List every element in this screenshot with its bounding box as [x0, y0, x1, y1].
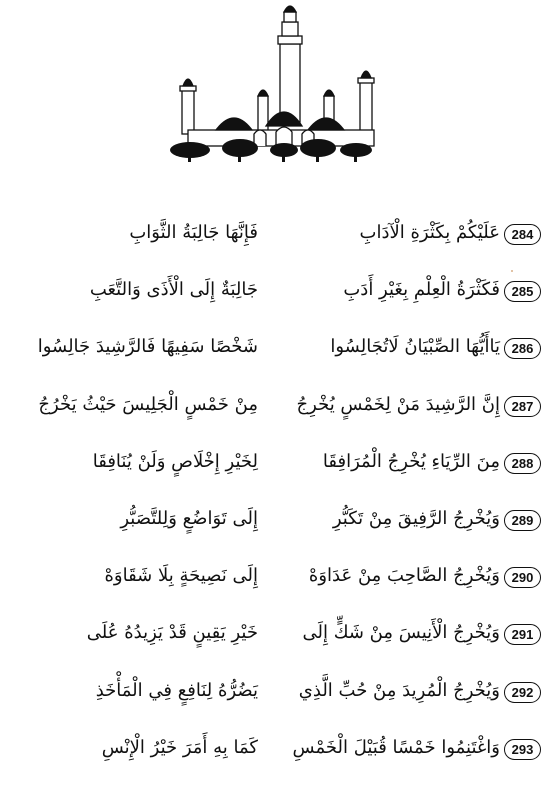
verse-first-hemistich: فَكَثْرَةُ الْعِلْمِ بِغَيْرِ أَدَبِ [343, 279, 500, 301]
verse-row [0, 385, 551, 442]
verse-first-hemistich: يَاأَيُّهَا الصِّبْيَانُ لَاتُجَالِسُوا [330, 336, 500, 358]
verse-row [0, 728, 551, 785]
verse-row [0, 442, 551, 499]
verse-second-hemistich: فَإِنَّهَا جَالِبَةُ الثَّوَابِ [129, 222, 258, 243]
verse-first-hemistich: عَلَيْكُمْ بِكَثْرَةِ الْآدَابِ [359, 222, 500, 243]
verse-second-hemistich: شَخْصًا سَفِيهًا فَالرَّشِيدَ جَالِسُوا [37, 336, 258, 358]
verse-second-hemistich: خَيْرِ يَقِينٍ قَدْ يَزِيدُهُ عُلَى [86, 622, 258, 644]
verse-number-badge: 287 [504, 396, 541, 417]
verse-number-badge: 288 [504, 453, 541, 474]
verse-number-badge: 292 [504, 682, 541, 703]
verse-number-badge: 291 [504, 624, 541, 645]
verse-second-hemistich: مِنْ خَمْسٍ الْجَلِيسَ حَيْثُ يَخْرُجُ [38, 393, 258, 415]
verse-number-badge: 284 [504, 224, 541, 245]
verse-row [0, 556, 551, 613]
mosque-illustration [168, 2, 382, 164]
verse-first-hemistich: وَيُخْرِجُ الْمُرِيدَ مِنْ حُبِّ الَّذِي [298, 679, 500, 701]
verse-first-hemistich: إِنَّ الرَّشِيدَ مَنْ لِخَمْسٍ يُخْرِجُ [296, 393, 500, 415]
verse-row [0, 613, 551, 670]
verse-number-badge: 290 [504, 567, 541, 588]
verse-second-hemistich: إِلَى نَصِيحَةٍ بِلَا شَقَاوَهْ [104, 565, 258, 587]
verse-second-hemistich: يَضُرُّهُ لِنَافِعٍ فِي الْمَأْخَذِ [95, 679, 258, 701]
verse-row [0, 499, 551, 556]
verse-number-badge: 285 [504, 281, 541, 302]
verse-row [0, 671, 551, 728]
verse-first-hemistich: وَيُخْرِجُ الصَّاحِبَ مِنْ عَدَاوَهْ [308, 565, 500, 587]
verse-number-badge: 289 [504, 510, 541, 531]
verse-row [0, 213, 551, 270]
verse-first-hemistich: وَاغْتَنِمُوا خَمْسًا قُبَيْلَ الْخَمْسِ [292, 736, 500, 758]
verse-first-hemistich: مِنَ الرِّيَاءِ يُخْرِجُ الْمُرَافِقَا [322, 450, 500, 472]
verse-second-hemistich: إِلَى تَوَاضُعٍ وَلِلتَّصَبُّرِ [120, 507, 258, 529]
verse-first-hemistich: وَيُخْرِجُ الرَّفِيقَ مِنْ تَكَبُّرِ [332, 507, 500, 529]
verse-first-hemistich: وَيُخْرِجُ الْأَنِيسَ مِنْ شَكٍّ إِلَى [302, 622, 500, 644]
verse-number-badge: 286 [504, 338, 541, 359]
verse-second-hemistich: جَالِبَةٌ إِلَى الْأَذَى وَالتَّعَبِ [89, 279, 258, 301]
verse-row [0, 270, 551, 327]
verse-second-hemistich: كَمَا بِهِ أَمَرَ خَيْرُ الْإِنْسِ [101, 736, 258, 758]
verse-list [0, 213, 551, 785]
verse-number-badge: 293 [504, 739, 541, 760]
verse-row [0, 327, 551, 384]
verse-second-hemistich: لِخَيْرِ إِخْلَاصٍ وَلَنْ يُنَافِقَا [92, 450, 258, 472]
